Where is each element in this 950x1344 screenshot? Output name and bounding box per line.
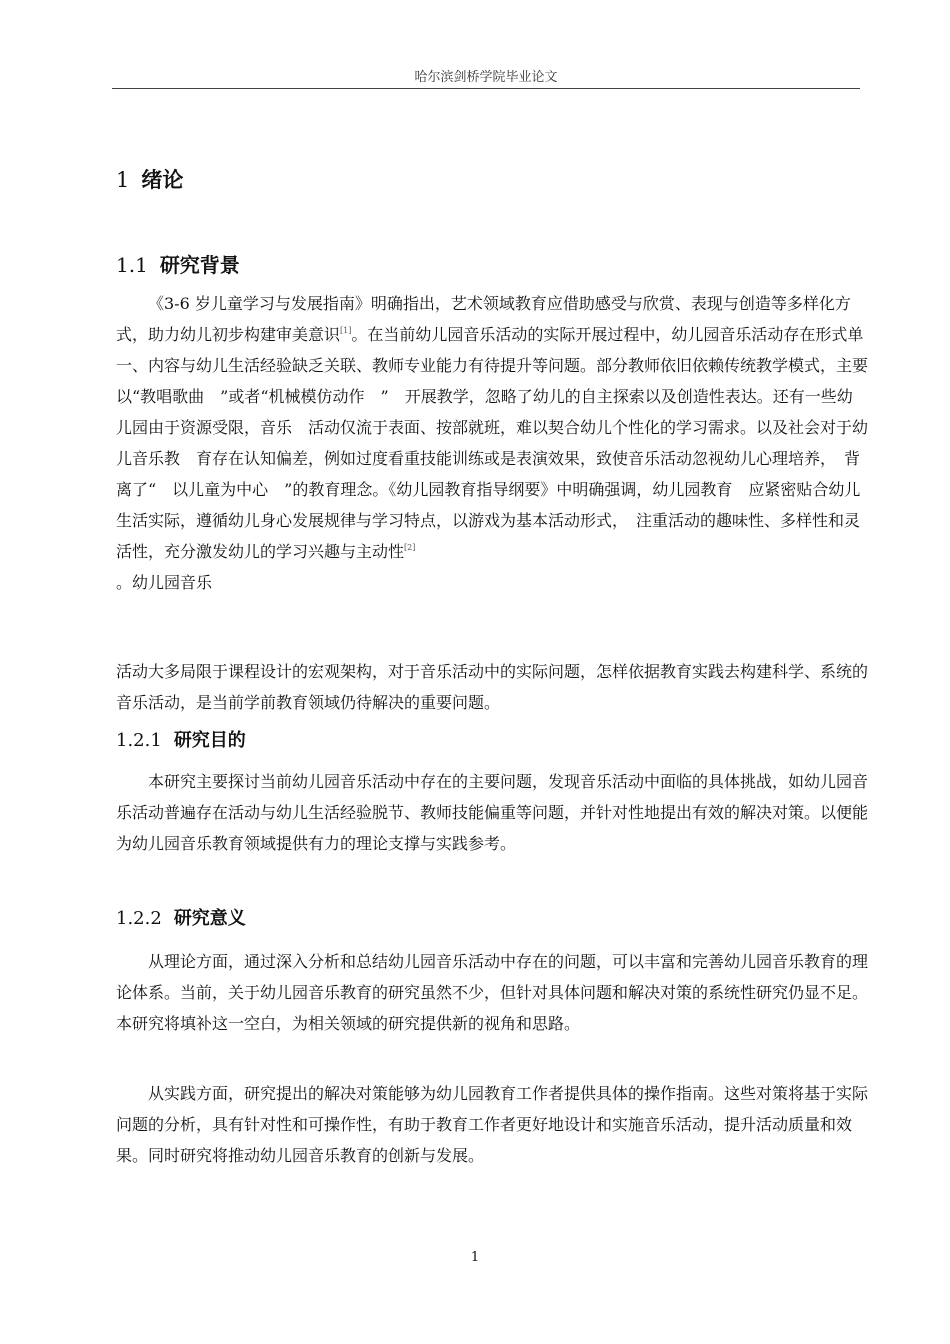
subsection-title: 研究意义 [173,908,246,929]
section-heading-1-1 [116,249,240,278]
subsection-number: 1.2.1 [116,730,162,751]
section-title: 研究背景 [159,253,240,277]
background-paragraph-2: 活动大多局限于课程设计的宏观架构，对于音乐活动中的实际问题，怎样依据教育实践去构建科学、系统的音乐活动，是当前学前教育领域仍待解决的重要问题。 [116,662,869,712]
citation-2: [2] [404,543,416,552]
chapter-heading [116,164,183,194]
running-header: 哈尔滨剑桥学院毕业论文 [414,70,558,85]
subsection-number: 1.2.2 [116,908,162,929]
significance-paragraph-2: 从实践方面，研究提出的解决对策能够为幼儿园教育工作者提供具体的操作指南。这些对策将基于实际问题的分析，具有针对性和可操作性，有助于教育工作者更好地设计和实施音乐活动，提升活动质量和效果。同时研究将推动幼儿园音乐教育的创新与发展。 [116,1084,869,1165]
chapter-number: 1 [116,168,130,192]
citation-1: [1] [340,326,352,335]
chapter-title: 绪论 [141,167,184,192]
background-text-c: 。幼儿园音乐 [116,573,213,592]
subsection-heading-1-2-1 [116,726,246,752]
purpose-paragraph: 本研究主要探讨当前幼儿园音乐活动中存在的主要问题，发现音乐活动中面临的具体挑战，如幼儿园音乐活动普遍存在活动与幼儿生活经验脱节、教师技能偏重等问题，并针对性地提出有效的解决对策。以便能为幼儿园音乐教育领域提供有力的理论支撑与实践参考。 [116,772,869,853]
background-paragraph [116,288,868,598]
subsection-title: 研究目的 [173,730,246,751]
section-number: 1.1 [116,253,148,277]
page-number: 1 [470,1250,480,1265]
header-rule [112,88,860,89]
subsection-heading-1-2-2 [116,904,246,930]
background-text-b: 。在当前幼儿园音乐活动的实际开展过程中，幼儿园音乐活动存在形式单一、内容与幼儿生活经验缺乏关联、教师专业能力有待提升等问题。部分教师依旧依赖传统教学模式，主要以“教唱歌曲 ”或者“机械模仿动作 ” 开展教学，忽略了幼儿的自主探索以及创造性表达。还有一些幼儿园由于资源受限，音乐 活动仅流于表面、按部就班，难以契合幼儿个性化的学习需求。以及社会对于幼儿音乐教 育存在认知偏差，例如过度看重技能训练或是表演效果，致使音乐活动忽视幼儿心理培养， 背离了“ 以儿童为中心 ”的教育理念。《幼儿园教育指导纲要》中明确强调，幼儿园教育 应紧密贴合幼儿生活实际，遵循幼儿身心发展规律与学习特点，以游戏为基本活动形式， 注重活动的趣味性、多样性和灵活性，充分激发幼儿的学习兴趣与主动性 [116,325,869,561]
background-text-a: 《3-6 岁儿童学习与发展指南》明确指出，艺术领域教育应借助感受与欣赏、表现与创造等多样化方式，助力幼儿初步构建审美意识 [116,294,851,344]
significance-paragraph-1: 从理论方面，通过深入分析和总结幼儿园音乐活动中存在的问题，可以丰富和完善幼儿园音乐教育的理论体系。当前，关于幼儿园音乐教育的研究虽然不少，但针对具体问题和解决对策的系统性研究仍显不足。本研究将填补这一空白，为相关领域的研究提供新的视角和思路。 [116,952,869,1033]
